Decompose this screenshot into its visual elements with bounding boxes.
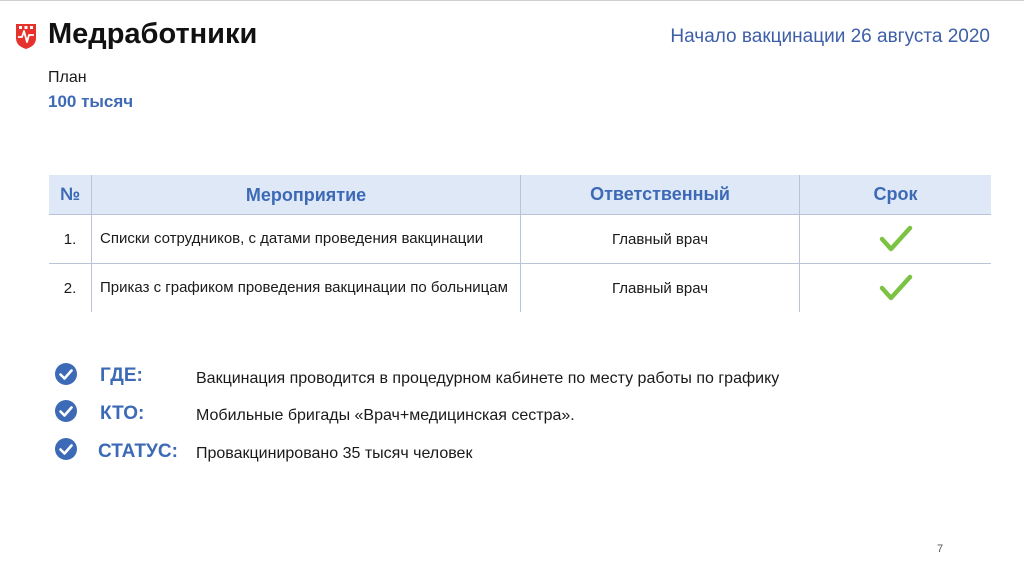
who-text: Мобильные бригады «Врач+медицинская сестра». (196, 407, 575, 424)
where-label: ГДЕ: (100, 365, 143, 386)
plan-value: 100 тысяч (48, 92, 134, 111)
plan-label: План (48, 69, 87, 86)
checkmark-icon (879, 224, 913, 254)
top-divider (0, 0, 1024, 1)
page-number: 7 (937, 543, 944, 555)
where-text: Вакцинация проводится в процедурном кабинете по месту работы по графику (196, 370, 780, 387)
row-term (800, 215, 992, 264)
page-title: Медработники (48, 18, 258, 50)
column-header-responsible: Ответственный (521, 175, 800, 215)
table-row (49, 215, 991, 264)
column-header-number: № (49, 175, 92, 215)
check-circle-icon (54, 362, 78, 386)
check-circle-icon (54, 399, 78, 423)
status-label: СТАТУС: (98, 441, 178, 462)
emblem-icon (14, 22, 38, 50)
row-number: 1. (49, 215, 92, 264)
table-header-row (49, 175, 991, 215)
checkmark-icon (879, 273, 913, 303)
status-text: Провакцинировано 35 тысяч человек (196, 445, 473, 462)
row-responsible: Главный врач (521, 215, 800, 264)
page-subtitle: Начало вакцинации 26 августа 2020 (670, 26, 990, 47)
activities-table (49, 175, 991, 312)
column-header-term: Срок (800, 175, 992, 215)
row-responsible: Главный врач (521, 264, 800, 313)
column-header-event: Мероприятие (92, 175, 521, 215)
row-event: Списки сотрудников, с датами проведения вакцинации (92, 215, 521, 264)
row-number: 2. (49, 264, 92, 313)
table-row (49, 264, 991, 313)
who-label: КТО: (100, 403, 145, 424)
row-term (800, 264, 992, 313)
row-event: Приказ с графиком проведения вакцинации по больницам (92, 264, 521, 313)
check-circle-icon (54, 437, 78, 461)
